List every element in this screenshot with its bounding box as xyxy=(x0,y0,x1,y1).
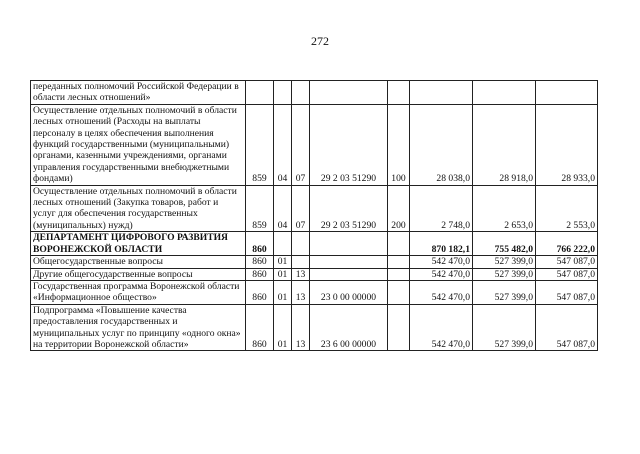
cell-target-article: 23 6 00 00000 xyxy=(310,304,388,351)
cell-target-article xyxy=(310,256,388,268)
cell-subsection-code: 13 xyxy=(292,268,310,280)
cell-amount-year-3: 766 222,0 xyxy=(536,232,598,256)
cell-section-code: 04 xyxy=(274,104,292,185)
cell-expense-type xyxy=(388,81,410,105)
cell-name: переданных полномочий Российской Федерации в области лесных отношений» xyxy=(31,81,246,105)
table-row xyxy=(31,268,598,280)
cell-amount-year-1 xyxy=(410,81,473,105)
cell-amount-year-3: 547 087,0 xyxy=(536,304,598,351)
cell-expense-type xyxy=(388,268,410,280)
cell-target-article xyxy=(310,268,388,280)
budget-table xyxy=(30,80,598,351)
cell-subsection-code xyxy=(292,256,310,268)
cell-amount-year-1: 542 470,0 xyxy=(410,268,473,280)
cell-subsection-code xyxy=(292,232,310,256)
cell-amount-year-2: 28 918,0 xyxy=(473,104,536,185)
cell-name: Осуществление отдельных полномочий в области лесных отношений (Закупка товаров, работ и услуг для обеспечения государственных (муниципальных) нужд) xyxy=(31,185,246,232)
cell-amount-year-2: 527 399,0 xyxy=(473,304,536,351)
cell-amount-year-2: 2 653,0 xyxy=(473,185,536,232)
cell-subsection-code: 13 xyxy=(292,304,310,351)
cell-grbs-code: 860 xyxy=(246,268,274,280)
cell-name: Государственная программа Воронежской области «Информационное общество» xyxy=(31,280,246,304)
cell-amount-year-3 xyxy=(536,81,598,105)
budget-table-body xyxy=(31,81,598,351)
table-row xyxy=(31,81,598,105)
cell-section-code xyxy=(274,232,292,256)
cell-section-code: 01 xyxy=(274,268,292,280)
cell-grbs-code: 859 xyxy=(246,185,274,232)
cell-amount-year-2: 527 399,0 xyxy=(473,268,536,280)
cell-subsection-code xyxy=(292,81,310,105)
cell-name: Подпрограмма «Повышение качества предоставления государственных и муниципальных услуг по принципу «одного окна» на территории Воронежской области» xyxy=(31,304,246,351)
table-row xyxy=(31,256,598,268)
cell-subsection-code: 07 xyxy=(292,104,310,185)
cell-grbs-code: 859 xyxy=(246,104,274,185)
cell-grbs-code: 860 xyxy=(246,232,274,256)
cell-section-code: 01 xyxy=(274,256,292,268)
cell-section-code: 01 xyxy=(274,280,292,304)
cell-amount-year-3: 2 553,0 xyxy=(536,185,598,232)
cell-section-code xyxy=(274,81,292,105)
cell-grbs-code: 860 xyxy=(246,280,274,304)
cell-subsection-code: 13 xyxy=(292,280,310,304)
cell-amount-year-1: 870 182,1 xyxy=(410,232,473,256)
cell-amount-year-3: 28 933,0 xyxy=(536,104,598,185)
cell-amount-year-3: 547 087,0 xyxy=(536,256,598,268)
cell-section-code: 01 xyxy=(274,304,292,351)
table-row xyxy=(31,304,598,351)
cell-amount-year-1: 542 470,0 xyxy=(410,280,473,304)
cell-grbs-code xyxy=(246,81,274,105)
cell-name: ДЕПАРТАМЕНТ ЦИФРОВОГО РАЗВИТИЯ ВОРОНЕЖСКОЙ ОБЛАСТИ xyxy=(31,232,246,256)
cell-amount-year-3: 547 087,0 xyxy=(536,280,598,304)
cell-amount-year-1: 2 748,0 xyxy=(410,185,473,232)
table-row xyxy=(31,232,598,256)
cell-amount-year-3: 547 087,0 xyxy=(536,268,598,280)
cell-amount-year-2 xyxy=(473,81,536,105)
cell-expense-type xyxy=(388,280,410,304)
cell-grbs-code: 860 xyxy=(246,256,274,268)
cell-expense-type: 200 xyxy=(388,185,410,232)
cell-target-article xyxy=(310,81,388,105)
cell-amount-year-1: 542 470,0 xyxy=(410,256,473,268)
cell-grbs-code: 860 xyxy=(246,304,274,351)
cell-amount-year-1: 28 038,0 xyxy=(410,104,473,185)
page-number: 272 xyxy=(311,34,329,48)
cell-expense-type: 100 xyxy=(388,104,410,185)
cell-expense-type xyxy=(388,304,410,351)
cell-section-code: 04 xyxy=(274,185,292,232)
cell-expense-type xyxy=(388,232,410,256)
cell-amount-year-2: 527 399,0 xyxy=(473,280,536,304)
cell-target-article: 29 2 03 51290 xyxy=(310,104,388,185)
cell-name: Другие общегосударственные вопросы xyxy=(31,268,246,280)
cell-target-article xyxy=(310,232,388,256)
table-row xyxy=(31,104,598,185)
cell-target-article: 29 2 03 51290 xyxy=(310,185,388,232)
cell-name: Общегосударственные вопросы xyxy=(31,256,246,268)
cell-name: Осуществление отдельных полномочий в области лесных отношений (Расходы на выплаты персоналу в целях обеспечения выполнения функций государственными (муниципальными) органами, казенными учреждениями, органами управления государственными внебюджетными фондами) xyxy=(31,104,246,185)
cell-amount-year-1: 542 470,0 xyxy=(410,304,473,351)
table-row xyxy=(31,185,598,232)
cell-amount-year-2: 527 399,0 xyxy=(473,256,536,268)
cell-expense-type xyxy=(388,256,410,268)
cell-amount-year-2: 755 482,0 xyxy=(473,232,536,256)
cell-subsection-code: 07 xyxy=(292,185,310,232)
table-row xyxy=(31,280,598,304)
cell-target-article: 23 0 00 00000 xyxy=(310,280,388,304)
